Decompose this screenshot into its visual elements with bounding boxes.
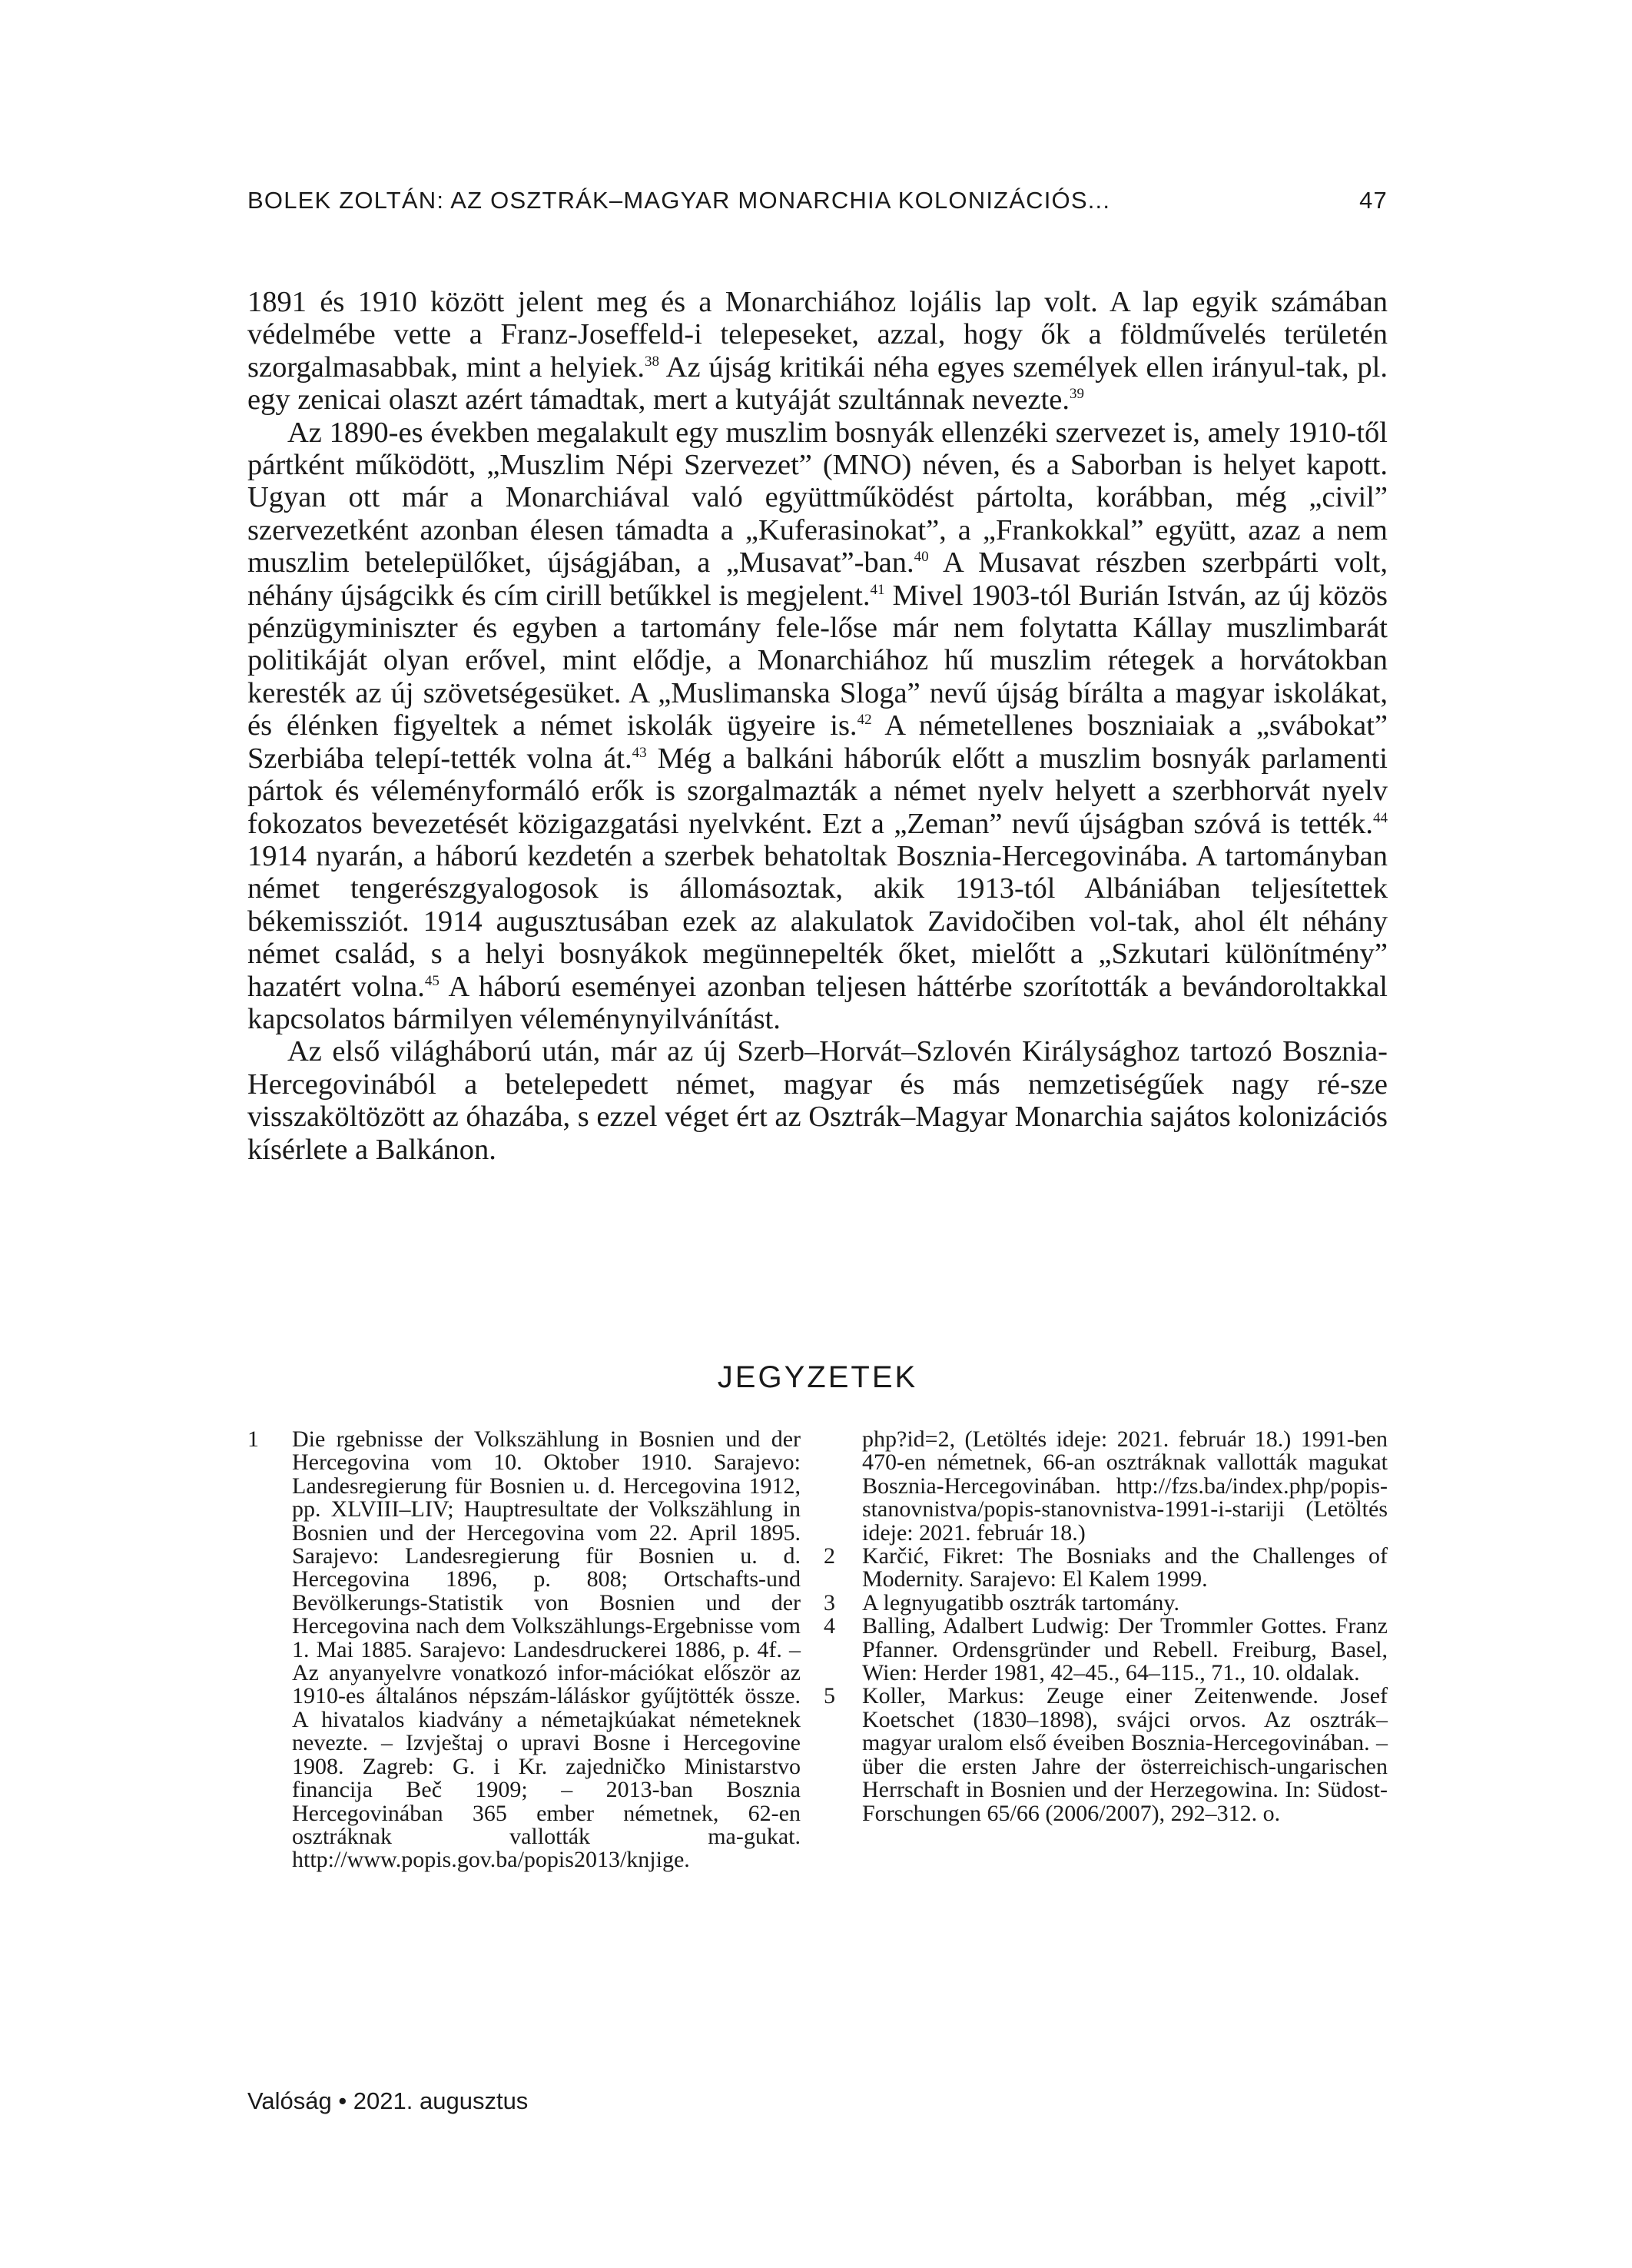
footnote-ref[interactable]: 44 [1373,809,1388,826]
footnote-ref[interactable]: 42 [857,712,872,729]
notes-heading: JEGYZETEK [717,1360,918,1394]
paragraph: 1891 és 1910 között jelent meg és a Monarchiához lojális lap volt. A lap egyik számában védelmébe vette a Franz-Joseffeld-i telepeseket, azzal, hogy ők a földművelés területén szorgalmasabbak, mint a helyiek.$^{38}$ Az újság kritikái néha egyes személyek ellen irányul-tak, pl. egy zenicai olaszt azért támadtak, mert a kutyáját szultánnak nevezte.$^{39}$ [247,286,1388,417]
note-item [824,1685,1388,1825]
note-text: Balling, Adalbert Ludwig: Der Trommler Gottes. Franz Pfanner. Ordensgründer und Rebell. Freiburg, Basel, Wien: Herder 1981, 42–45., 64–115., 71., 10. oldalak. [862,1613,1388,1686]
note-item [824,1545,1388,1592]
note-item [824,1615,1388,1685]
footnote-ref[interactable]: 38 [645,353,660,370]
footnote-ref[interactable]: 39 [1070,386,1084,403]
footnote-ref[interactable]: 40 [914,549,929,566]
note-text: Karčić, Fikret: The Bosniaks and the Challenges of Modernity. Sarajevo: El Kalem 1999. [862,1543,1388,1592]
note-continuation: php?id=2, (Letöltés ideje: 2021. február 18.) 1991-ben 470-en németnek, 66-an osztráknak vallották magukat Bosznia-Hercegovinában. http://fzs.ba/index.php/popis-stanovnistva/popis-stanovnistva-1991-i-stariji (Letöltés ideje: 2021. február 18.) [862,1426,1388,1546]
footnote-ref[interactable]: 41 [870,581,885,598]
page-footer: Valóság • 2021. augusztus [247,2087,529,2114]
note-number: 5 [824,1683,835,1709]
footnote-ref[interactable]: 45 [424,972,440,989]
note-number: 1 [247,1426,259,1452]
note-item [824,1589,1388,1615]
notes-column-right [824,1428,1388,1825]
running-title: BOLEK ZOLTÁN: AZ OSZTRÁK–MAGYAR MONARCHIA KOLONIZÁCIÓS... [247,187,1111,214]
note-text: A legnyugatibb osztrák tartomány. [862,1589,1179,1615]
running-head [247,187,1388,214]
paragraph: Az első világháború után, már az új Szerb–Horvát–Szlovén Királysághoz tartozó Bosznia-Hercegovinából a betelepedett német, magyar és más nemzetiségűek nagy ré-sze visszaköltözött az óhazába, s ezzel véget ért az Osztrák–Magyar Monarchia sajátos kolonizációs kísérlete a Balkánon. [247,1035,1388,1166]
page-number: 47 [1359,187,1388,214]
note-number: 4 [824,1613,835,1639]
paragraph: Az 1890-es években megalakult egy muszlim bosnyák ellenzéki szervezet is, amely 1910-től pártként működött, „Muszlim Népi Szervezet” (MNO) néven, és a Saborban is helyet kapott. Ugyan ott már a Monarchiával való együttműködést pártolta, korábban, még „civil” szervezetként azonban élesen támadta a „Kuferasinokat”, a „Frankokkal” együtt, azaz a nem muszlim betelepülőket, újságjában, a „Musavat”-ban.$^{40}$ A Musavat részben szerbpárti volt, néhány újságcikk és cím cirill betűkkel is megjelent.$^{41}$ Mivel 1903-tól Burián István, az új közös pénzügyminiszter és egyben a tartomány fele-lőse már nem folytatta Kállay muszlimbarát politikáját olyan erővel, mint elődje, a Monarchiához hű muszlim rétegek a horvátokban keresték az új szövetségesüket. A „Muslimanska Sloga” nevű újság bírálta a magyar iskolákat, és élénken figyeltek a német iskolák ügyeire is.$^{42}$ A németellenes boszniaiak a „svábokat” Szerbiába telepí-tették volna át.$^{43}$ Még a balkáni háborúk előtt a muszlim bosnyák parlamenti pártok és véleményformáló erők is szorgalmazták a német nyelv helyett a szerbhorvát nyelv fokozatos bevezetését közigazgatási nyelvként. Ezt a „Zeman” nevű újságban szóvá is tették.$^{44}$ 1914 nyarán, a háború kezdetén a szerbek behatoltak Bosznia-Hercegovinába. A tartományban német tengerészgyalogosok is állomásoztak, akik 1913-tól Albániában teljesítettek békemissziót. 1914 augusztusában ezek az alakulatok Zavidočiben vol-tak, ahol élt néhány német család, s a helyi bosnyákok megünnepelték őket, mielőtt a „Szkutari különítmény” hazatért volna.$^{45}$ A háború eseményei azonban teljesen háttérbe szorították a bevándoroltakkal kapcsolatos bármilyen véleménynyilvánítást. [247,416,1388,1035]
note-text: Die rgebnisse der Volkszählung in Bosnien und der Hercegovina vom 10. Oktober 1910. Sarajevo: Landesregierung für Bosnien u. d. Hercegovina 1912, pp. XLVIII–LIV; Hauptresultate der Volkszählung in Bosnien und der Hercegovina vom 22. April 1895. Sarajevo: Landesregierung für Bosnien u. d. Hercegovina 1896, p. 808; Ortschafts-und Bevölkerungs-Statistik von Bosnien und der Hercegovina nach dem Volkszählungs-Ergebnisse vom 1. Mai 1885. Sarajevo: Landesdruckerei 1886, p. 4f. – Az anyanyelvre vonatkozó infor-mációkat először az 1910-es általános népszám-láláskor gyűjtötték össze. A hivatalos kiadvány a németajkúakat németeknek nevezte. – Izvještaj o upravi Bosne i Hercegovine 1908. Zagreb: G. i Kr. zajedničko Ministarstvo financija Beč 1909; – 2013-ban Bosznia Hercegovinában 365 ember németnek, 62-en osztráknak vallották ma-gukat. http://www.popis.gov.ba/popis2013/knjige. [292,1426,801,1873]
article-body [247,286,1388,1166]
footnote-ref[interactable]: 43 [632,744,647,761]
note-text: Koller, Markus: Zeuge einer Zeitenwende. Josef Koetschet (1830–1898), svájci orvos. Az osztrák–magyar uralom első éveiben Bosznia-Hercegovinában. – über die ersten Jahre der österreichisch-ungarischen Herrschaft in Bosnien und der Herzegowina. In: Südost-Forschungen 65/66 (2006/2007), 292–312. o. [862,1683,1388,1826]
notes-column-left [247,1428,801,1872]
note-item [247,1428,801,1872]
note-number: 3 [824,1589,835,1615]
note-number: 2 [824,1543,835,1569]
